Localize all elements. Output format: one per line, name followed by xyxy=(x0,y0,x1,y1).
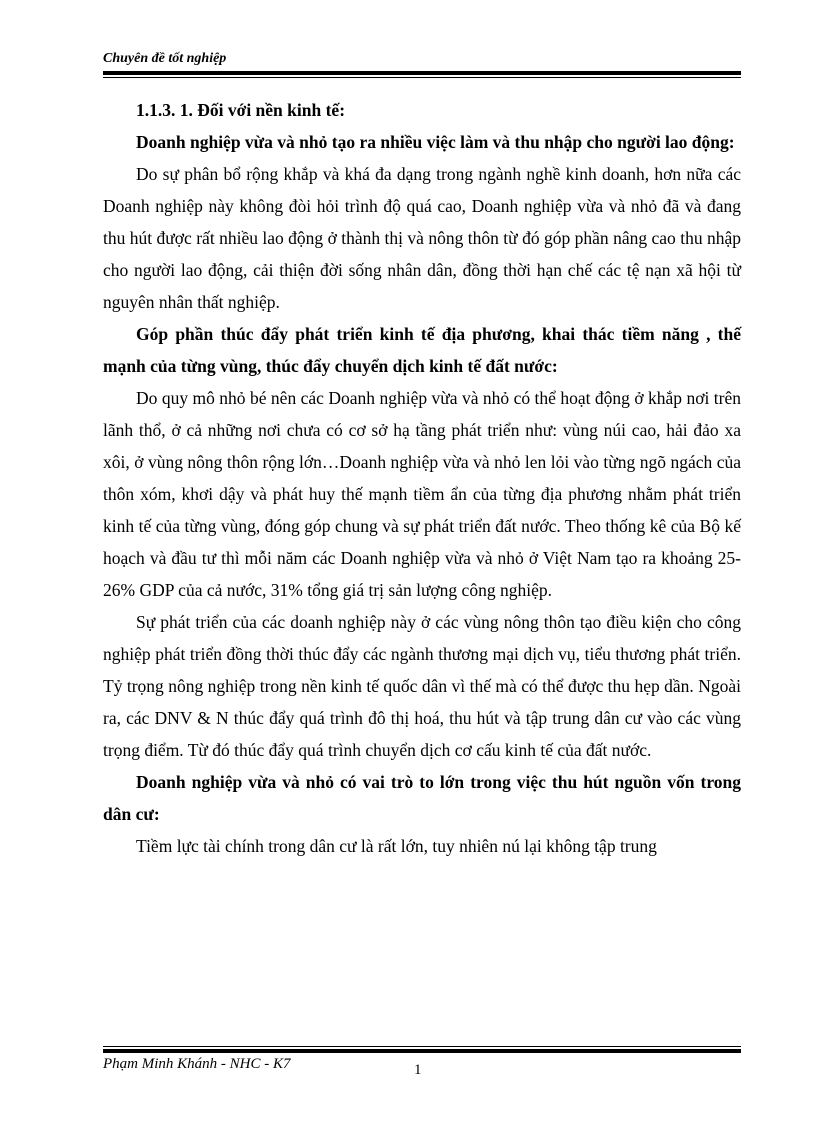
paragraph-local-economy: Do quy mô nhỏ bé nên các Doanh nghiệp vừa và nhỏ có thể hoạt động ở khắp nơi trên lãnh thổ, ở cả những nơi chưa có cơ sở hạ tầng phát triển như: vùng núi cao, hải đảo xa xôi, ở vùng nông thôn rộng lớn…Doanh nghiệp vừa và nhỏ len lỏi vào từng ngõ ngách của thôn xóm, khơi dậy và phát huy thế mạnh tiềm ẩn của từng địa phương nhằm phát triển kinh tế của từng vùng, đóng góp chung và sự phát triển đất nước. Theo thống kê của Bộ kế hoạch và đầu tư thì mỗi năm các Doanh nghiệp vừa và nhỏ ở Việt Nam tạo ra khoảng 25-26% GDP của cả nước, 31% tổng giá trị sản lượng công nghiệp. xyxy=(103,388,741,600)
header-title: Chuyên đề tốt nghiệp xyxy=(103,51,227,66)
footer-rule-thin xyxy=(103,1046,741,1047)
subheading-capital: Doanh nghiệp vừa và nhỏ có vai trò to lớn trong việc thu hút nguồn vốn trong dân cư: xyxy=(103,772,741,824)
subheading-local-economy: Góp phần thúc đẩy phát triển kinh tế địa phương, khai thác tiềm năng , thế mạnh của từng vùng, thúc đẩy chuyển dịch kinh tế đất nước: xyxy=(103,324,741,376)
document-body xyxy=(103,94,741,862)
footer-rule-thick xyxy=(103,1049,741,1053)
header-rule-thick xyxy=(103,71,741,75)
page-number: 1 xyxy=(414,1062,422,1078)
paragraph-capital: Tiềm lực tài chính trong dân cư là rất lớn, tuy nhiên nú lại không tập trung xyxy=(136,836,657,856)
paragraph-rural-development: Sự phát triển của các doanh nghiệp này ở các vùng nông thôn tạo điều kiện cho công nghiệp phát triển đồng thời thúc đẩy các ngành thương mại dịch vụ, tiểu thương phát triển. Tỷ trọng nông nghiệp trong nền kinh tế quốc dân vì thế mà có thể được thu hẹp dần. Ngoài ra, các DNV & N thúc đẩy quá trình đô thị hoá, thu hút và tập trung dân cư vào các vùng trọng điểm. Từ đó thúc đẩy quá trình chuyển dịch cơ cấu kinh tế của đất nước. xyxy=(103,612,741,760)
subheading-employment: Doanh nghiệp vừa và nhỏ tạo ra nhiều việc làm và thu nhập cho người lao động: xyxy=(136,132,735,152)
paragraph-employment: Do sự phân bổ rộng khắp và khá đa dạng trong ngành nghề kinh doanh, hơn nữa các Doanh nghiệp này không đòi hỏi trình độ quá cao, Doanh nghiệp vừa và nhỏ đã và đang thu hút được rất nhiều lao động ở thành thị và nông thôn từ đó góp phần nâng cao thu nhập cho người lao động, cải thiện đời sống nhân dân, đồng thời hạn chế các tệ nạn xã hội từ nguyên nhân thất nghiệp. xyxy=(103,164,741,312)
footer-author: Phạm Minh Khánh - NHC - K7 xyxy=(103,1056,291,1072)
section-heading: 1.1.3. 1. Đối với nền kinh tế: xyxy=(136,100,346,120)
header-rule-thin xyxy=(103,77,741,78)
